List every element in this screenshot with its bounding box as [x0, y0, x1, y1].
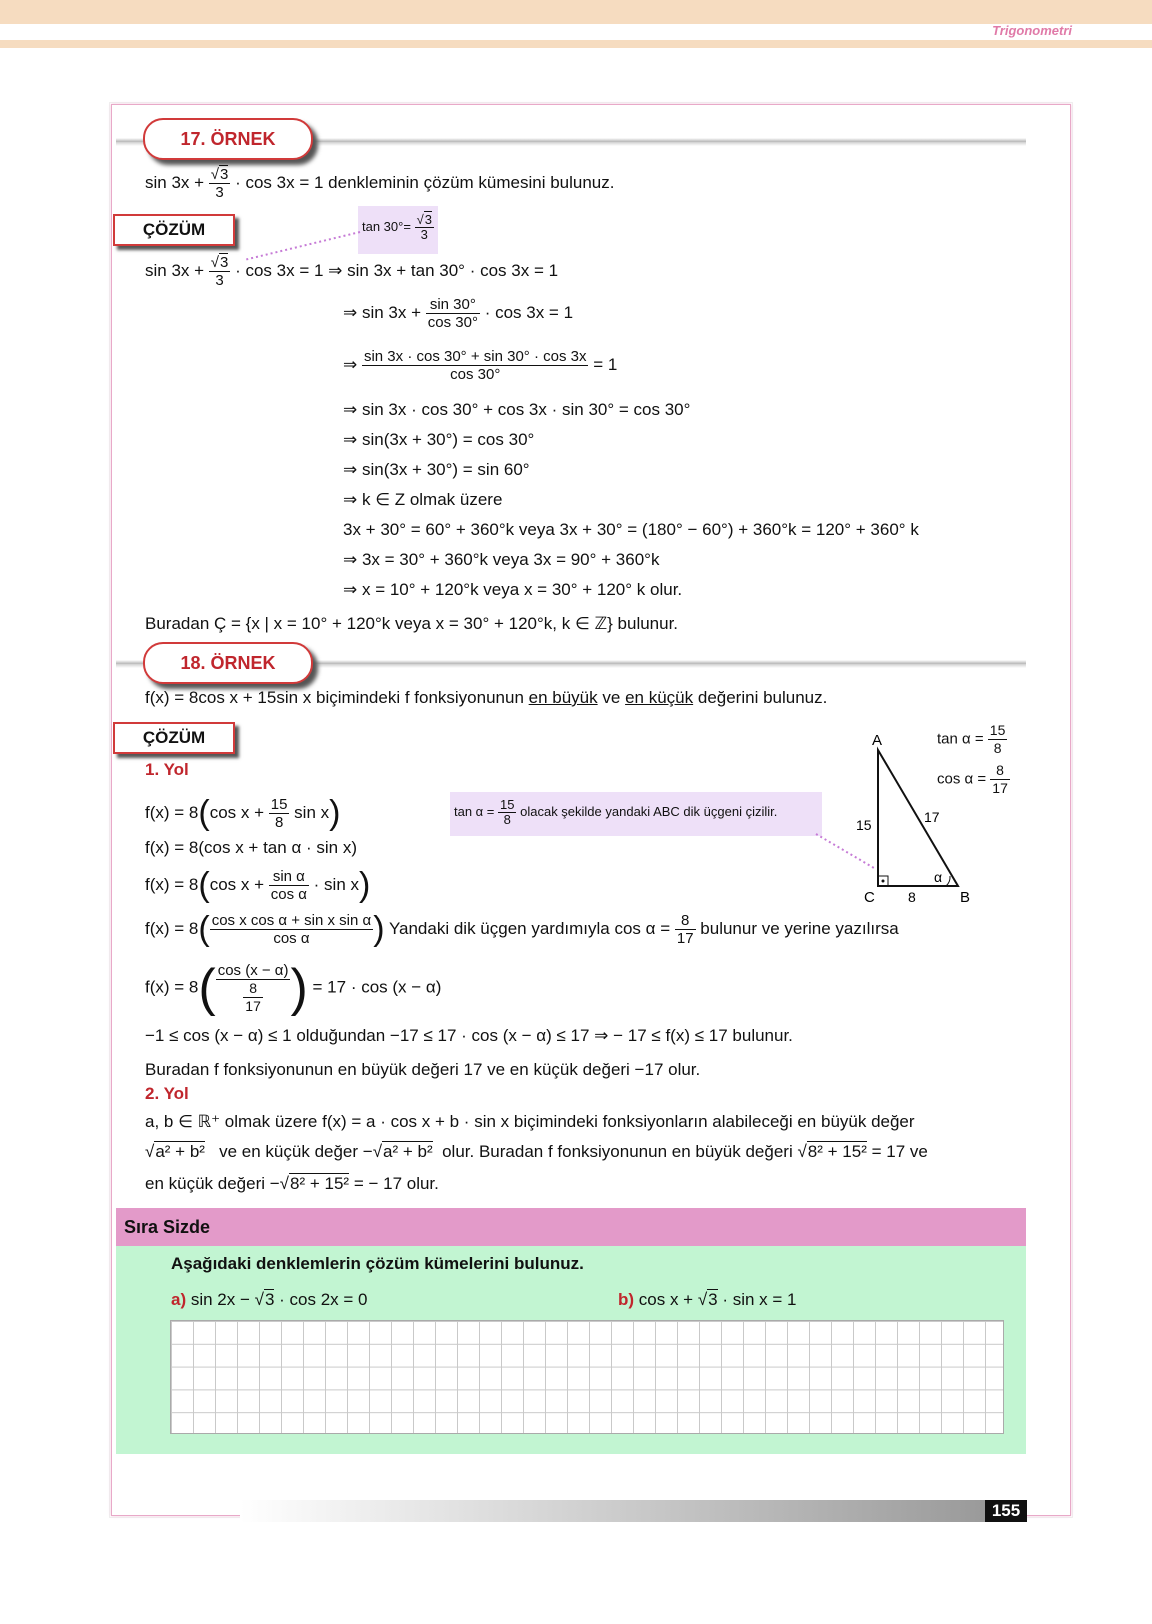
- example-17-solution-label: ÇÖZÜM: [113, 214, 235, 246]
- method-2-line-3: en küçük değeri −√8² + 15² = − 17 olur.: [145, 1174, 439, 1193]
- exercise-a: a) sin 2x − √3 · cos 2x = 0: [171, 1290, 368, 1309]
- tan-alpha-label: tan α =: [937, 730, 984, 748]
- exercise-box-title: Sıra Sizde: [116, 1208, 1026, 1246]
- tan-alpha-formula: tan α = $\frac{15}{8}$: [937, 722, 1006, 756]
- cos-alpha-formula: cos α = $\frac{8}{17}$: [937, 762, 1008, 796]
- solution-17-line-9: ⇒ 3x = 30° + 360°k veya 3x = 90° + 360°k: [343, 550, 660, 569]
- method-2-line-1-text: olmak üzere f(x) = a · cos x + b · sin x biçimindeki fonksiyonların alabileceği en büyük değer: [224, 1112, 915, 1131]
- solution-17-line-1: sin 3x + $\frac{√3}{3}$ · cos 3x = 1 ⇒ sin 3x + tan 30° · cos 3x = 1: [145, 254, 559, 289]
- method-2-line-1: a, b ∈ ℝ⁺ olmak üzere f(x) = a · cos x + b · sin x biçimindeki fonksiyonların alabileceği en büyük değer: [145, 1112, 915, 1131]
- method-2-min-value: = − 17 olur.: [353, 1174, 439, 1193]
- helper-text-end: bulunur ve yerine yazılırsa: [700, 918, 899, 938]
- f-line-3: f(x) = 8(cos x + $\frac{\text{sin α}}{\text{cos α}}$ · sin x): [145, 866, 371, 904]
- method-2-min-text: ve en küçük değer: [219, 1142, 359, 1161]
- exercise-b: b) cos x + √3 · sin x = 1: [618, 1290, 797, 1309]
- example-17-question: sin 3x + $\frac{√3}{3}$ · cos 3x = 1 denkleminin çözüm kümesini bulunuz.: [145, 166, 615, 201]
- chapter-title: Trigonometri: [992, 23, 1072, 38]
- page-number: 155: [985, 1500, 1027, 1522]
- example-18-question: [145, 688, 827, 708]
- cos-alpha-label: cos α =: [937, 770, 987, 788]
- solution-17-line-6: ⇒ sin(3x + 30°) = sin 60°: [343, 460, 530, 479]
- example-18-question-start: f(x) = 8cos x + 15sin x biçimindeki f fonksiyonunun: [145, 688, 524, 707]
- conclusion-line: Buradan f fonksiyonunun en büyük değeri 17 ve en küçük değeri −17 olur.: [145, 1060, 701, 1079]
- side-ac-label: 15: [856, 817, 872, 833]
- solution-17-line-2: ⇒ sin 3x + $\frac{\sin 30^\circ}{\cos 30^\circ}$ · cos 3x = 1: [343, 296, 574, 331]
- tan30-note: tan 30°= $\frac{√3}{3}$: [358, 206, 438, 254]
- exercise-b-label: b): [618, 1290, 635, 1309]
- f-line-1: f(x) = 8(cos x + $\frac{15}{8}$ sin x): [145, 794, 341, 832]
- example-18-question-end: değerini bulunuz.: [697, 688, 828, 707]
- example-17-title: 17. ÖRNEK: [143, 118, 313, 160]
- f-line-4: f(x) = 8( $\frac{\text{cos x cos α + sin x sin α}}{\text{cos α}}$ ) Yandaki dik üçgen yardımıyla cos α = $\frac{8}{17}$ bulunur ve yerine yazılırsa: [145, 910, 899, 948]
- header-band-top: [0, 0, 1152, 24]
- f-line-5: f(x) = 8( $\frac{\cos (x - \alpha)}{\frac{8}{17}}$ ) = 17 · cos (x − α): [145, 959, 442, 1017]
- vertex-c: C: [864, 889, 875, 906]
- triangle-note: tan α = $\frac{15}{8}$ olacak şekilde yandaki ABC dik üçgeni çizilir.: [450, 792, 822, 836]
- inequality-line: −1 ≤ cos (x − α) ≤ 1 olduğundan −17 ≤ 17 · cos (x − α) ≤ 17 ⇒ − 17 ≤ f(x) ≤ 17 bulunur.: [145, 1026, 793, 1045]
- solution-17-line-10: ⇒ x = 10° + 120°k veya x = 30° + 120° k olur.: [343, 580, 683, 599]
- solution-17-result: Buradan Ç = {x | x = 10° + 120°k veya x = 30° + 120°k, k ∈ ℤ} bulunur.: [145, 614, 679, 633]
- exercise-instruction: Aşağıdaki denklemlerin çözüm kümelerini bulunuz.: [171, 1254, 584, 1273]
- method-2-min-label: en küçük değeri: [145, 1174, 266, 1193]
- triangle-note-text: olacak şekilde yandaki ABC dik üçgeni çizilir.: [520, 804, 778, 819]
- side-cb-label: 8: [908, 889, 916, 905]
- solution-17-line-8: 3x + 30° = 60° + 360°k veya 3x + 30° = (180° − 60°) + 360°k = 120° + 360° k: [343, 520, 919, 539]
- helper-text: Yandaki dik üçgen yardımıyla cos α =: [388, 918, 671, 938]
- answer-grid[interactable]: [170, 1320, 1004, 1434]
- example-17-question-text: denkleminin çözüm kümesini bulunuz.: [328, 172, 615, 192]
- method-1-label: 1. Yol: [145, 760, 189, 779]
- max-underlined: en büyük: [528, 688, 598, 707]
- example-18-solution-label: ÇÖZÜM: [113, 722, 235, 754]
- f-line-2: f(x) = 8(cos x + tan α · sin x): [145, 838, 357, 857]
- method-2-line-2: √a² + b² ve en küçük değer −√a² + b² olur. Buradan f fonksiyonunun en büyük değeri √8² + 15² = 17 ve: [145, 1142, 928, 1161]
- vertex-b: B: [960, 889, 971, 906]
- solution-17-line-7: ⇒ k ∈ Z olmak üzere: [343, 490, 503, 509]
- angle-alpha-label: α: [934, 869, 943, 885]
- method-2-label: 2. Yol: [145, 1084, 189, 1103]
- page-number-bar: [240, 1500, 985, 1522]
- header-band-bottom: [0, 40, 1152, 48]
- solution-17-line-3: ⇒ $\frac{\sin 3x \cdot \cos 30^\circ + \sin 30^\circ \cdot \cos 3x}{\cos 30^\circ}$ = 1: [343, 348, 618, 383]
- tan30-note-label: tan 30°=: [362, 219, 411, 234]
- side-ab-label: 17: [924, 809, 940, 825]
- solution-17-line-5: ⇒ sin(3x + 30°) = cos 30°: [343, 430, 535, 449]
- min-underlined: en küçük: [625, 688, 694, 707]
- method-2-max-text: olur. Buradan f fonksiyonunun en büyük değeri: [442, 1142, 793, 1161]
- vertex-a: A: [872, 732, 883, 749]
- solution-17-line-4: ⇒ sin 3x · cos 30° + cos 3x · sin 30° = cos 30°: [343, 400, 691, 419]
- exercise-a-label: a): [171, 1290, 187, 1309]
- question-conjunction: ve: [602, 688, 621, 707]
- method-2-max-value: = 17 ve: [871, 1142, 928, 1161]
- example-18-title: 18. ÖRNEK: [143, 642, 313, 684]
